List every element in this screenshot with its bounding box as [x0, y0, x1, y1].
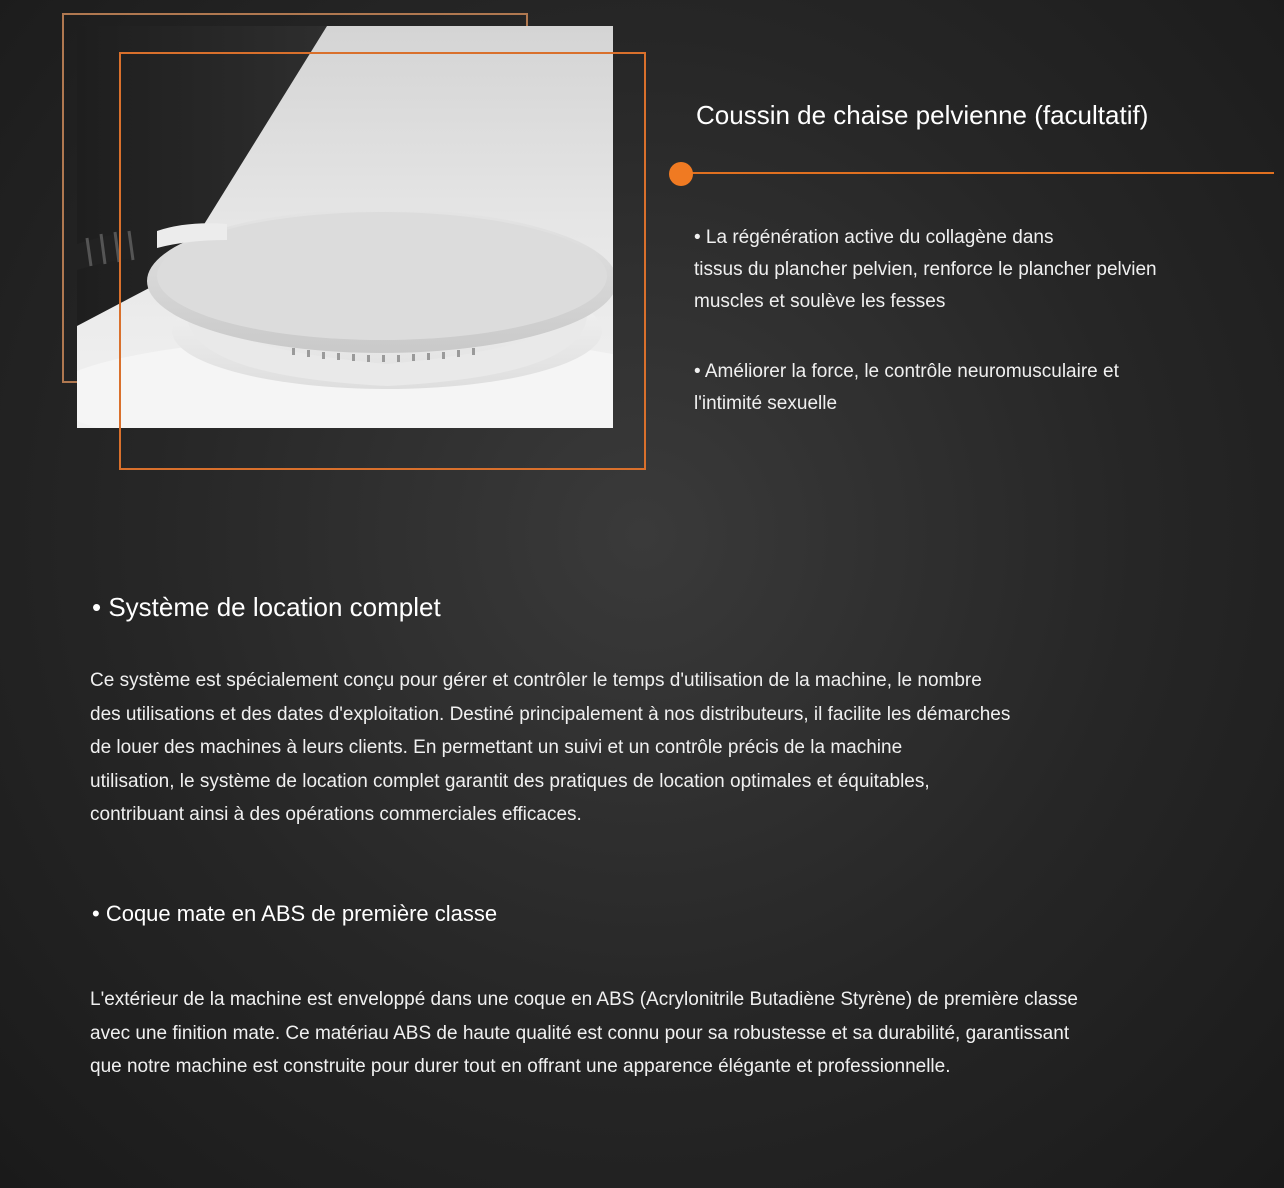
feature-bullet-2-line: • Améliorer la force, le contrôle neuromusculaire et: [694, 361, 1119, 382]
accent-dot-icon: [669, 162, 693, 186]
paragraph-line: que notre machine est construite pour durer tout en offrant une apparence élégante et professionnelle.: [90, 1056, 951, 1077]
section-title-abs-shell: • Coque mate en ABS de première classe: [92, 901, 498, 926]
section-body-rental-system: [90, 664, 1170, 832]
paragraph-line: des utilisations et des dates d'exploitation. Destiné principalement à nos distributeurs, il facilite les démarches: [90, 703, 1011, 725]
feature-title: Coussin de chaise pelvienne (facultatif): [696, 100, 1149, 130]
decorative-frame-front: [119, 52, 646, 470]
section-title-rental-system: • Système de location complet: [92, 592, 441, 622]
paragraph-line: avec une finition mate. Ce matériau ABS de haute qualité est connu pour sa robustesse et sa durabilité, garantissant: [90, 1022, 1070, 1044]
feature-bullet-1-line: • La régénération active du collagène dans: [694, 227, 1054, 248]
feature-bullet-2: [694, 356, 1254, 420]
paragraph-line: utilisation, le système de location complet garantit des pratiques de location optimales et équitables,: [90, 770, 930, 792]
accent-divider: [681, 172, 1274, 174]
feature-bullet-2-line: l'intimité sexuelle: [694, 393, 838, 414]
paragraph-line: L'extérieur de la machine est enveloppé dans une coque en ABS (Acrylonitrile Butadiène Styrène) de première classe: [90, 989, 1078, 1010]
paragraph-line: contribuant ainsi à des opérations commerciales efficaces.: [90, 804, 582, 825]
feature-bullet-1-line: tissus du plancher pelvien, renforce le plancher pelvien: [694, 259, 1157, 280]
feature-bullet-1-line: muscles et soulève les fesses: [694, 291, 946, 312]
feature-bullet-1: [694, 222, 1254, 318]
paragraph-line: Ce système est spécialement conçu pour gérer et contrôler le temps d'utilisation de la machine, le nombre: [90, 670, 982, 691]
paragraph-line: de louer des machines à leurs clients. En permettant un suivi et un contrôle précis de la machine: [90, 737, 903, 758]
section-body-abs-shell: [90, 983, 1240, 1084]
